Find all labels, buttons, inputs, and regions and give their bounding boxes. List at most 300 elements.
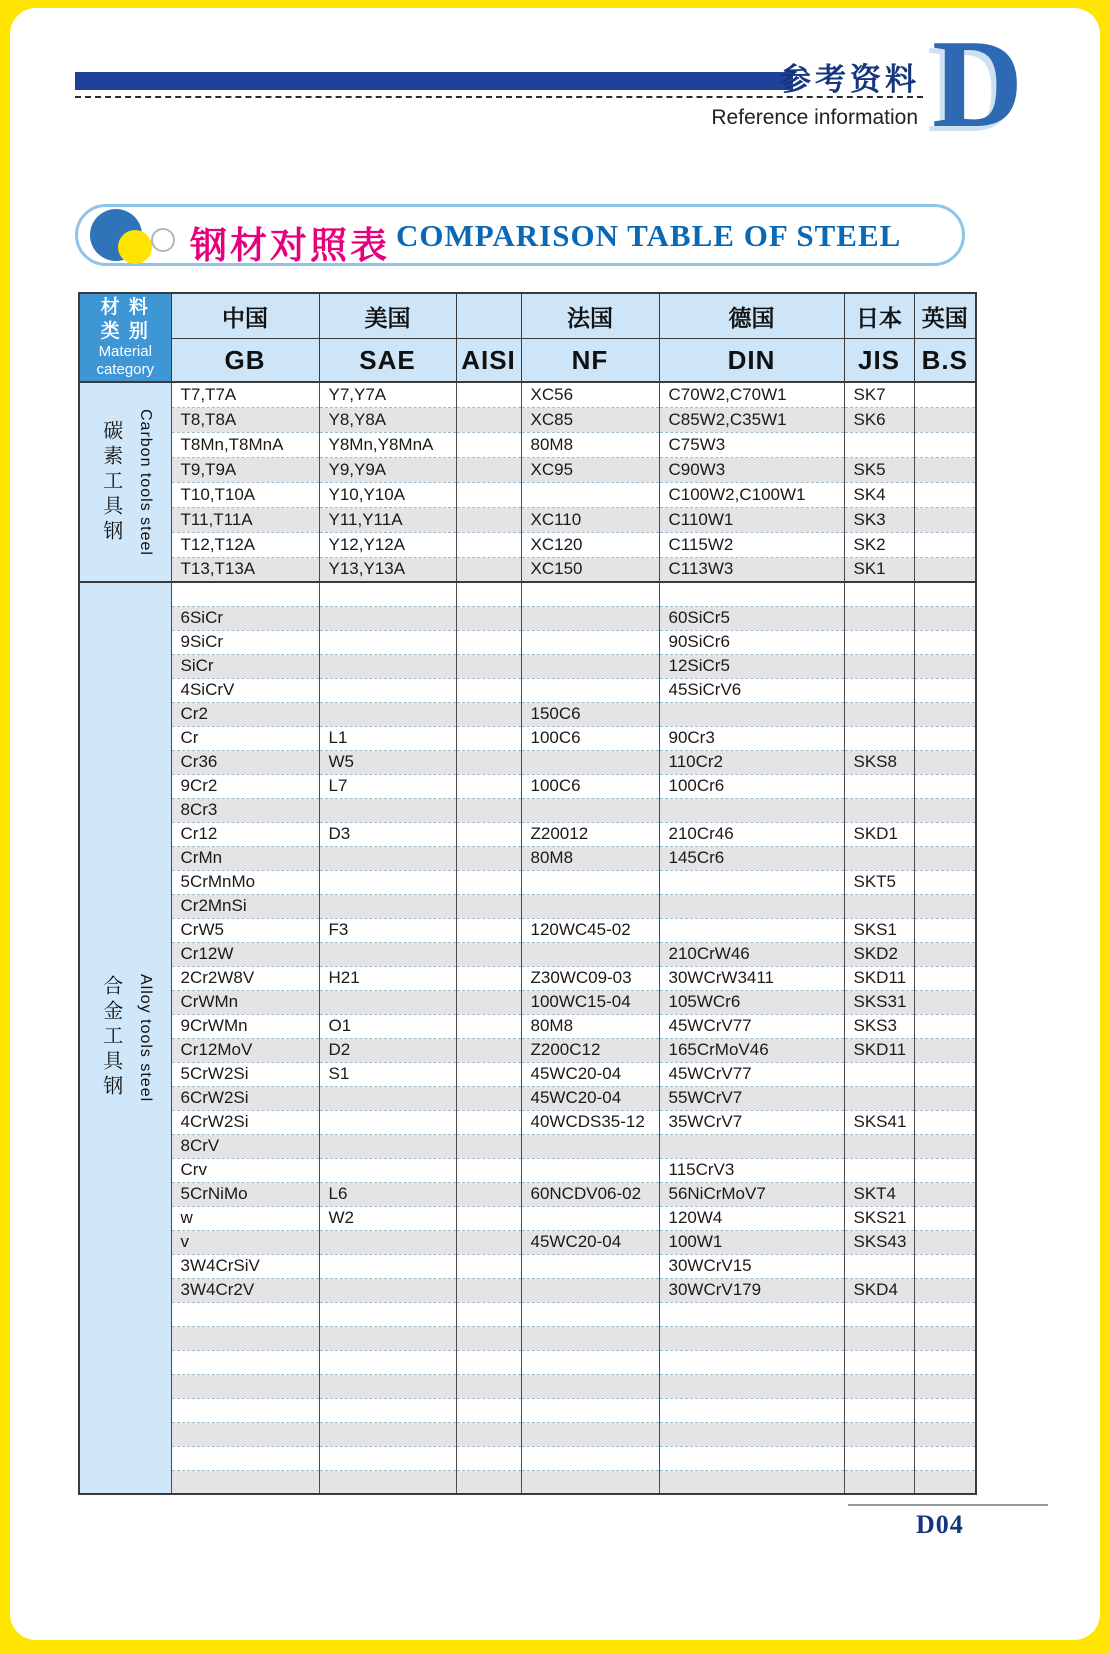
cell xyxy=(456,432,521,457)
cell xyxy=(914,1134,976,1158)
logo-yellow-circle-icon xyxy=(118,230,152,264)
cell: XC56 xyxy=(521,382,659,407)
cell xyxy=(456,1302,521,1326)
cell xyxy=(456,1014,521,1038)
cell xyxy=(659,1446,844,1470)
cell: T8Mn,T8MnA xyxy=(171,432,319,457)
cell xyxy=(914,1350,976,1374)
cell xyxy=(844,1158,914,1182)
cell xyxy=(914,432,976,457)
cell xyxy=(914,678,976,702)
cell xyxy=(456,1446,521,1470)
table-row xyxy=(79,532,976,557)
cell xyxy=(456,532,521,557)
cell xyxy=(521,894,659,918)
cell: 45SiCrV6 xyxy=(659,678,844,702)
cell xyxy=(659,1398,844,1422)
cell xyxy=(914,726,976,750)
cell xyxy=(844,702,914,726)
cell: Y9,Y9A xyxy=(319,457,456,482)
cell xyxy=(521,1206,659,1230)
cell xyxy=(456,507,521,532)
cell: SKT4 xyxy=(844,1182,914,1206)
table-row xyxy=(79,630,976,654)
cell xyxy=(659,798,844,822)
cell: 30WCrW3411 xyxy=(659,966,844,990)
cell xyxy=(456,1398,521,1422)
cell: C75W3 xyxy=(659,432,844,457)
cell xyxy=(521,1158,659,1182)
cell xyxy=(319,654,456,678)
cell xyxy=(914,822,976,846)
country-header-row xyxy=(79,293,976,339)
cell xyxy=(521,798,659,822)
cell: 145Cr6 xyxy=(659,846,844,870)
cell: 8CrV xyxy=(171,1134,319,1158)
cell xyxy=(456,1326,521,1350)
cell xyxy=(456,1278,521,1302)
cell xyxy=(914,1398,976,1422)
cell: SiCr xyxy=(171,654,319,678)
cell xyxy=(456,918,521,942)
table-row xyxy=(79,846,976,870)
cell: SKS3 xyxy=(844,1014,914,1038)
cell xyxy=(456,894,521,918)
cell: 6CrW2Si xyxy=(171,1086,319,1110)
cell xyxy=(171,1470,319,1494)
cell xyxy=(319,942,456,966)
cell xyxy=(844,1254,914,1278)
cell xyxy=(521,678,659,702)
cell xyxy=(914,407,976,432)
cell xyxy=(914,1182,976,1206)
cell: 30WCrV179 xyxy=(659,1278,844,1302)
cell xyxy=(171,1302,319,1326)
table-row xyxy=(79,798,976,822)
cell: SKD1 xyxy=(844,822,914,846)
cell: 110Cr2 xyxy=(659,750,844,774)
cell xyxy=(659,1350,844,1374)
cell: T12,T12A xyxy=(171,532,319,557)
cell xyxy=(914,1062,976,1086)
cell xyxy=(844,1134,914,1158)
cell xyxy=(171,1374,319,1398)
cell xyxy=(319,582,456,606)
cell: 55WCrV7 xyxy=(659,1086,844,1110)
title-banner xyxy=(75,204,965,266)
cell: C110W1 xyxy=(659,507,844,532)
table-row xyxy=(79,894,976,918)
cell: C100W2,C100W1 xyxy=(659,482,844,507)
cell xyxy=(319,1230,456,1254)
cell xyxy=(521,654,659,678)
cell: 2Cr2W8V xyxy=(171,966,319,990)
table-row xyxy=(79,1014,976,1038)
cell xyxy=(914,582,976,606)
table-row xyxy=(79,507,976,532)
cell: SK1 xyxy=(844,557,914,582)
table-row xyxy=(79,1398,976,1422)
cell: F3 xyxy=(319,918,456,942)
cell: XC85 xyxy=(521,407,659,432)
table-row xyxy=(79,1278,976,1302)
cell xyxy=(456,606,521,630)
cell: T13,T13A xyxy=(171,557,319,582)
table-row xyxy=(79,1206,976,1230)
cell: SK6 xyxy=(844,407,914,432)
cell xyxy=(456,1374,521,1398)
cell xyxy=(914,870,976,894)
table-row xyxy=(79,1110,976,1134)
cell xyxy=(914,1374,976,1398)
cell: 100WC15-04 xyxy=(521,990,659,1014)
cell xyxy=(844,1422,914,1446)
country-header-usa: 美国 xyxy=(319,293,456,339)
cell xyxy=(521,1134,659,1158)
table-row xyxy=(79,557,976,582)
cell xyxy=(914,532,976,557)
table-row xyxy=(79,918,976,942)
table-section-carbon xyxy=(79,382,976,582)
cell xyxy=(914,1038,976,1062)
cell: 90Cr3 xyxy=(659,726,844,750)
cell: Y10,Y10A xyxy=(319,482,456,507)
cell xyxy=(659,870,844,894)
section-label-en: Carbon tools steel xyxy=(136,408,154,556)
table-section-alloy xyxy=(79,582,976,1494)
cell: 100Cr6 xyxy=(659,774,844,798)
cell xyxy=(914,1254,976,1278)
cell: Cr12 xyxy=(171,822,319,846)
cell xyxy=(456,457,521,482)
country-header-france: 法国 xyxy=(521,293,659,339)
cell: 60NCDV06-02 xyxy=(521,1182,659,1206)
cell: CrW5 xyxy=(171,918,319,942)
category-en-line2: category xyxy=(96,361,155,379)
cell: 6SiCr xyxy=(171,606,319,630)
cell xyxy=(844,678,914,702)
table-row xyxy=(79,1422,976,1446)
steel-comparison-table xyxy=(78,292,977,1495)
cell: 56NiCrMoV7 xyxy=(659,1182,844,1206)
cell: C113W3 xyxy=(659,557,844,582)
cell xyxy=(456,1086,521,1110)
footer-line xyxy=(848,1504,1048,1506)
material-category-header xyxy=(79,293,171,382)
cell xyxy=(456,942,521,966)
cell xyxy=(521,750,659,774)
cell: XC110 xyxy=(521,507,659,532)
table-row xyxy=(79,457,976,482)
cell: W2 xyxy=(319,1206,456,1230)
cell xyxy=(844,606,914,630)
cell xyxy=(456,382,521,407)
standard-header-nf: NF xyxy=(521,339,659,383)
cell xyxy=(319,1086,456,1110)
cell xyxy=(844,846,914,870)
cell: Cr36 xyxy=(171,750,319,774)
cell: 4SiCrV xyxy=(171,678,319,702)
table-row xyxy=(79,654,976,678)
standard-header-row xyxy=(79,339,976,383)
cell xyxy=(914,1110,976,1134)
cell xyxy=(844,1398,914,1422)
cell xyxy=(456,1038,521,1062)
cell: 80M8 xyxy=(521,432,659,457)
cell xyxy=(319,1278,456,1302)
standard-header-din: DIN xyxy=(659,339,844,383)
cell xyxy=(456,822,521,846)
cell xyxy=(319,870,456,894)
cell: Y7,Y7A xyxy=(319,382,456,407)
cell xyxy=(521,482,659,507)
cell xyxy=(914,1230,976,1254)
cell: W5 xyxy=(319,750,456,774)
cell xyxy=(844,1446,914,1470)
standard-header-jis: JIS xyxy=(844,339,914,383)
cell: 80M8 xyxy=(521,1014,659,1038)
cell: Cr12MoV xyxy=(171,1038,319,1062)
cell xyxy=(319,1158,456,1182)
cell xyxy=(914,1278,976,1302)
country-header-germany: 德国 xyxy=(659,293,844,339)
table-row xyxy=(79,1350,976,1374)
cell xyxy=(456,630,521,654)
cell: C85W2,C35W1 xyxy=(659,407,844,432)
cell: 105WCr6 xyxy=(659,990,844,1014)
cell xyxy=(521,1446,659,1470)
table-row xyxy=(79,1086,976,1110)
cell xyxy=(521,1398,659,1422)
table-row xyxy=(79,482,976,507)
cell xyxy=(456,654,521,678)
cell xyxy=(659,1302,844,1326)
cell: SK2 xyxy=(844,532,914,557)
cell: Cr2 xyxy=(171,702,319,726)
standard-header-sae: SAE xyxy=(319,339,456,383)
cell xyxy=(844,726,914,750)
cell: C115W2 xyxy=(659,532,844,557)
table-row xyxy=(79,1254,976,1278)
cell xyxy=(456,774,521,798)
cell xyxy=(319,798,456,822)
cell xyxy=(914,606,976,630)
cell xyxy=(171,1398,319,1422)
cell: S1 xyxy=(319,1062,456,1086)
cell xyxy=(319,990,456,1014)
cell: 210CrW46 xyxy=(659,942,844,966)
cell xyxy=(456,1062,521,1086)
cell: D2 xyxy=(319,1038,456,1062)
cell: Z20012 xyxy=(521,822,659,846)
cell xyxy=(456,1134,521,1158)
cell xyxy=(914,894,976,918)
cell: SK5 xyxy=(844,457,914,482)
cell xyxy=(521,1470,659,1494)
cell: 9Cr2 xyxy=(171,774,319,798)
cell xyxy=(319,1350,456,1374)
country-header-blank xyxy=(456,293,521,339)
cell xyxy=(844,798,914,822)
cell xyxy=(521,870,659,894)
section-label-en: Alloy tools steel xyxy=(136,973,154,1103)
cell: SKD2 xyxy=(844,942,914,966)
cell xyxy=(456,798,521,822)
cell xyxy=(521,1302,659,1326)
cell: SKT5 xyxy=(844,870,914,894)
cell xyxy=(319,702,456,726)
cell xyxy=(456,726,521,750)
cell: 210Cr46 xyxy=(659,822,844,846)
cell xyxy=(914,966,976,990)
cell xyxy=(914,1446,976,1470)
cell xyxy=(319,846,456,870)
cell xyxy=(456,870,521,894)
cell: SKD11 xyxy=(844,966,914,990)
table-row xyxy=(79,407,976,432)
cell xyxy=(319,1470,456,1494)
cell: C90W3 xyxy=(659,457,844,482)
table-row xyxy=(79,822,976,846)
cell xyxy=(319,1398,456,1422)
table-row xyxy=(79,726,976,750)
table-row xyxy=(79,1134,976,1158)
cell: 3W4CrSiV xyxy=(171,1254,319,1278)
cell xyxy=(319,630,456,654)
table-row xyxy=(79,1374,976,1398)
cell: Z200C12 xyxy=(521,1038,659,1062)
table-row xyxy=(79,382,976,407)
cell xyxy=(659,894,844,918)
cell xyxy=(914,557,976,582)
table-row xyxy=(79,1062,976,1086)
cell: 45WCrV77 xyxy=(659,1062,844,1086)
cell xyxy=(319,1326,456,1350)
cell xyxy=(914,630,976,654)
cell xyxy=(456,1422,521,1446)
cell: T9,T9A xyxy=(171,457,319,482)
cell: SK4 xyxy=(844,482,914,507)
standard-header-bs: B.S xyxy=(914,339,976,383)
cell: T7,T7A xyxy=(171,382,319,407)
cell: 100C6 xyxy=(521,774,659,798)
country-header-uk: 英国 xyxy=(914,293,976,339)
header-divider-bar xyxy=(75,72,793,90)
cell: 60SiCr5 xyxy=(659,606,844,630)
cell xyxy=(914,507,976,532)
cell xyxy=(844,1302,914,1326)
cell xyxy=(456,1206,521,1230)
cell: L7 xyxy=(319,774,456,798)
cell xyxy=(844,1374,914,1398)
cell xyxy=(844,1086,914,1110)
cell: Y13,Y13A xyxy=(319,557,456,582)
cell: SKS41 xyxy=(844,1110,914,1134)
cell: T10,T10A xyxy=(171,482,319,507)
cell: CrWMn xyxy=(171,990,319,1014)
cell xyxy=(456,702,521,726)
cell xyxy=(456,582,521,606)
cell xyxy=(456,1110,521,1134)
cell: Cr12W xyxy=(171,942,319,966)
cell: SKS1 xyxy=(844,918,914,942)
cell: L1 xyxy=(319,726,456,750)
cell xyxy=(844,582,914,606)
section-label-carbon xyxy=(79,382,171,582)
standard-header-gb: GB xyxy=(171,339,319,383)
page-title-cn: 钢材对照表 xyxy=(190,225,390,266)
cell: 45WCrV77 xyxy=(659,1014,844,1038)
cell: Cr2MnSi xyxy=(171,894,319,918)
cell: 120WC45-02 xyxy=(521,918,659,942)
table-row xyxy=(79,990,976,1014)
cell: 165CrMoV46 xyxy=(659,1038,844,1062)
cell: w xyxy=(171,1206,319,1230)
cell: 12SiCr5 xyxy=(659,654,844,678)
cell: 100C6 xyxy=(521,726,659,750)
cell: 90SiCr6 xyxy=(659,630,844,654)
cell xyxy=(521,1350,659,1374)
cell xyxy=(456,1182,521,1206)
cell xyxy=(914,750,976,774)
table-row xyxy=(79,1158,976,1182)
cell xyxy=(456,990,521,1014)
cell xyxy=(844,630,914,654)
cell: 30WCrV15 xyxy=(659,1254,844,1278)
cell xyxy=(659,702,844,726)
cell: T8,T8A xyxy=(171,407,319,432)
cell: 80M8 xyxy=(521,846,659,870)
cell xyxy=(456,966,521,990)
table-row xyxy=(79,1038,976,1062)
cell xyxy=(914,702,976,726)
cell: 115CrV3 xyxy=(659,1158,844,1182)
cell xyxy=(521,606,659,630)
cell: 40WCDS35-12 xyxy=(521,1110,659,1134)
table-row xyxy=(79,606,976,630)
cell xyxy=(914,942,976,966)
table-row xyxy=(79,678,976,702)
cell: SK3 xyxy=(844,507,914,532)
cell xyxy=(521,1422,659,1446)
cell xyxy=(914,1206,976,1230)
cell xyxy=(914,1422,976,1446)
logo-white-circle-icon xyxy=(151,228,175,252)
cell xyxy=(914,457,976,482)
standard-header-aisi: AISI xyxy=(456,339,521,383)
cell: C70W2,C70W1 xyxy=(659,382,844,407)
table-row xyxy=(79,432,976,457)
cell: 4CrW2Si xyxy=(171,1110,319,1134)
cell: Cr xyxy=(171,726,319,750)
cell xyxy=(319,894,456,918)
cell: D3 xyxy=(319,822,456,846)
cell xyxy=(914,1086,976,1110)
cell xyxy=(914,798,976,822)
cell: SKS31 xyxy=(844,990,914,1014)
table-row xyxy=(79,870,976,894)
cell: 9SiCr xyxy=(171,630,319,654)
section-label-alloy xyxy=(79,582,171,1494)
cell xyxy=(844,432,914,457)
header-title-cn: 参考资料 xyxy=(780,62,920,97)
page-number: D04 xyxy=(916,1510,964,1539)
catalog-page xyxy=(10,8,1100,1640)
cell xyxy=(456,1230,521,1254)
table-row xyxy=(79,1302,976,1326)
table-row xyxy=(79,1182,976,1206)
category-cn-line2: 类 别 xyxy=(100,320,150,342)
